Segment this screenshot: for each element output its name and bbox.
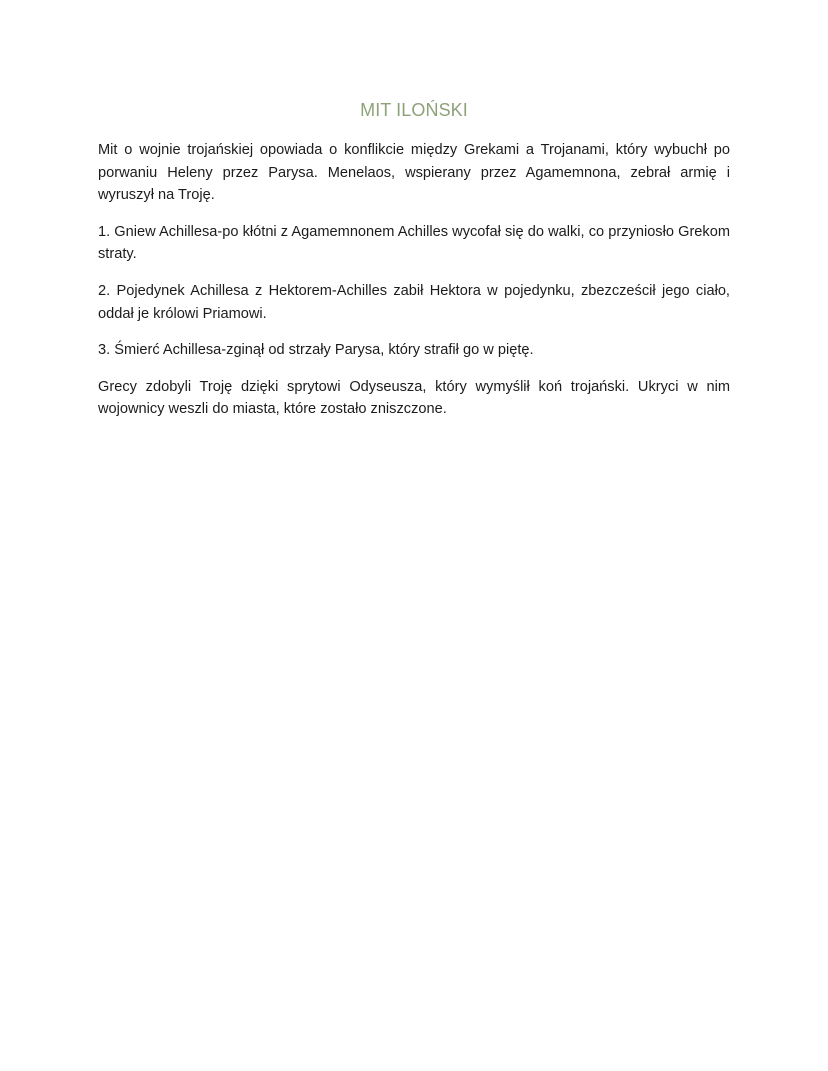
list-item-smierc-achillesa: 3. Śmierć Achillesa-zginął od strzały Parysa, który strafił go w piętę. bbox=[98, 342, 534, 359]
document-title: MIT ILOŃSKI bbox=[360, 100, 468, 120]
intro-paragraph: Mit o wojnie trojańskiej opowiada o konflikcie między Grekami a Trojanami, który wybuchł po porwaniu Heleny przez Parysa. Menelaos, wspierany przez Agamemnona, zebrał armię i wyruszył na Troję. bbox=[98, 142, 730, 204]
document-body bbox=[98, 98, 730, 435]
conclusion-paragraph: Grecy zdobyli Troję dzięki sprytowi Odyseusza, który wymyślił koń trojański. Ukryci w nim wojownicy weszli do miasta, które zostało zniszczone. bbox=[98, 378, 730, 418]
list-item-pojedynek: 2. Pojedynek Achillesa z Hektorem-Achilles zabił Hektora w pojedynku, zbezcześcił jego ciało, oddał je królowi Priamowi. bbox=[98, 282, 730, 322]
list-item-gniew-achillesa: 1. Gniew Achillesa-po kłótni z Agamemnonem Achilles wycofał się do walki, co przyniosło Grekom straty. bbox=[98, 223, 730, 263]
